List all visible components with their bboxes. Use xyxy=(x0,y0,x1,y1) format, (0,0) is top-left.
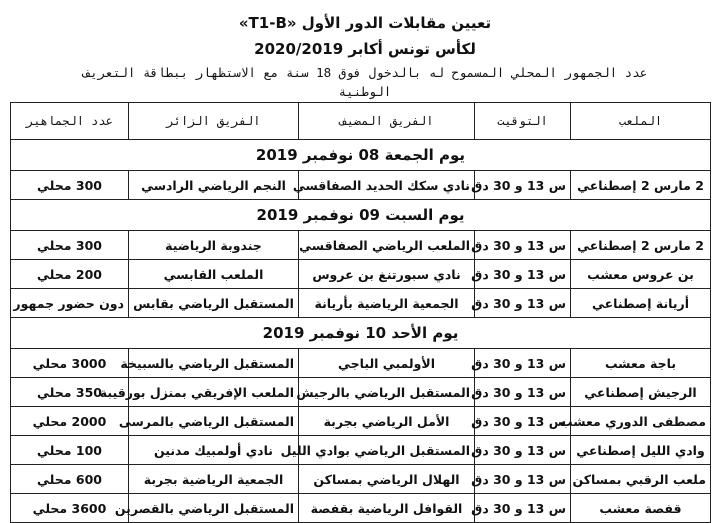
cell-stadium: 2 مارس 2 إصطناعي xyxy=(571,231,711,260)
cell-home: القوافل الرياضية بقفصة xyxy=(299,494,475,523)
match-row xyxy=(11,260,711,289)
match-row xyxy=(11,465,711,494)
cell-time: س 13 و 30 دق xyxy=(475,407,571,436)
cell-crowd: 300 محلي xyxy=(11,171,129,200)
fixtures-body xyxy=(11,140,711,523)
cell-away: المستقبل الرياضي بقابس xyxy=(129,289,299,318)
subtitle: عدد الجمهور المحلي المسموح له بالدخول فوق 18 سنة مع الاستظهار ببطاقة التعريف الوطنية xyxy=(82,65,648,99)
cell-crowd: 3600 محلي xyxy=(11,494,129,523)
cell-stadium: باجة معشب xyxy=(571,349,711,378)
cell-home: الملعب الرياضي الصفاقسي xyxy=(299,231,475,260)
day-label: يوم السبت 09 نوفمبر 2019 xyxy=(11,200,711,231)
cell-stadium: 2 مارس 2 إصطناعي xyxy=(571,171,711,200)
cell-away: جندوبة الرياضية xyxy=(129,231,299,260)
match-row xyxy=(11,171,711,200)
header-away: الفريق الزائر xyxy=(129,103,299,140)
cell-crowd: 100 محلي xyxy=(11,436,129,465)
cell-time: س 13 و 30 دق xyxy=(475,465,571,494)
cell-time: س 13 و 30 دق xyxy=(475,289,571,318)
match-row xyxy=(11,349,711,378)
day-label: يوم الجمعة 08 نوفمبر 2019 xyxy=(11,140,711,171)
cell-away: النجم الرياضي الرادسي xyxy=(129,171,299,200)
cell-away: المستقبل الرياضي بالمرسى xyxy=(129,407,299,436)
match-row xyxy=(11,494,711,523)
cell-home: المستقبل الرياضي بوادي الليل xyxy=(299,436,475,465)
cell-crowd: 3000 محلي xyxy=(11,349,129,378)
cell-stadium: مصطفى الدوري معشب xyxy=(571,407,711,436)
cell-away: المستقبل الرياضي بالقصرين xyxy=(129,494,299,523)
header-row xyxy=(11,103,711,140)
header-crowd: عدد الجماهير xyxy=(11,103,129,140)
cell-crowd: 300 محلي xyxy=(11,231,129,260)
cell-home: نادي سكك الحديد الصفاقسي xyxy=(299,171,475,200)
cell-stadium: قفصة معشب xyxy=(571,494,711,523)
cell-home: الجمعية الرياضية بأريانة xyxy=(299,289,475,318)
cell-stadium: أريانة إصطناعي xyxy=(571,289,711,318)
cell-crowd: دون حضور جمهور xyxy=(11,289,129,318)
cell-time: س 13 و 30 دق xyxy=(475,231,571,260)
cell-home: الأمل الرياضي بجربة xyxy=(299,407,475,436)
cell-away: الجمعية الرياضية بجربة xyxy=(129,465,299,494)
cell-away: الملعب القابسي xyxy=(129,260,299,289)
cell-time: س 13 و 30 دق xyxy=(475,171,571,200)
day-label: يوم الأحد 10 نوفمبر 2019 xyxy=(11,318,711,349)
cell-stadium: بن عروس معشب xyxy=(571,260,711,289)
cell-stadium: ملعب الرقبي بمساكن xyxy=(571,465,711,494)
cell-time: س 13 و 30 دق xyxy=(475,349,571,378)
cell-crowd: 600 محلي xyxy=(11,465,129,494)
match-row xyxy=(11,289,711,318)
match-row xyxy=(11,378,711,407)
match-row xyxy=(11,407,711,436)
day-row xyxy=(11,140,711,171)
match-row xyxy=(11,436,711,465)
fixtures-table xyxy=(10,102,711,523)
day-row xyxy=(11,200,711,231)
cell-time: س 13 و 30 دق xyxy=(475,260,571,289)
header-time: التوقيت xyxy=(475,103,571,140)
cell-home: نادي سبورتنغ بن عروس xyxy=(299,260,475,289)
cell-home: الأولمبي الباجي xyxy=(299,349,475,378)
cell-time: س 13 و 30 دق xyxy=(475,436,571,465)
day-row xyxy=(11,318,711,349)
match-row xyxy=(11,231,711,260)
cell-time: س 13 و 30 دق xyxy=(475,494,571,523)
cell-stadium: الرجيش إصطناعي xyxy=(571,378,711,407)
cell-crowd: 200 محلي xyxy=(11,260,129,289)
cell-away: نادي أولمبيك مدنين xyxy=(129,436,299,465)
cell-away: المستقبل الرياضي بالسبيخة xyxy=(129,349,299,378)
header-stadium: الملعب xyxy=(571,103,711,140)
title-line-2: لكأس تونس أكابر 2020/2019 xyxy=(254,40,476,58)
cell-time: س 13 و 30 دق xyxy=(475,378,571,407)
cell-crowd: 2000 محلي xyxy=(11,407,129,436)
cell-home: المستقبل الرياضي بالرجيش xyxy=(299,378,475,407)
cell-home: الهلال الرياضي بمساكن xyxy=(299,465,475,494)
cell-crowd: 350 محلي xyxy=(11,378,129,407)
cell-stadium: وادي الليل إصطناعي xyxy=(571,436,711,465)
title-line-1: تعيين مقابلات الدور الأول «T1-B» xyxy=(238,14,492,32)
header-home: الفريق المضيف xyxy=(299,103,475,140)
cell-away: الملعب الإفريقي بمنزل بورقيبة xyxy=(129,378,299,407)
